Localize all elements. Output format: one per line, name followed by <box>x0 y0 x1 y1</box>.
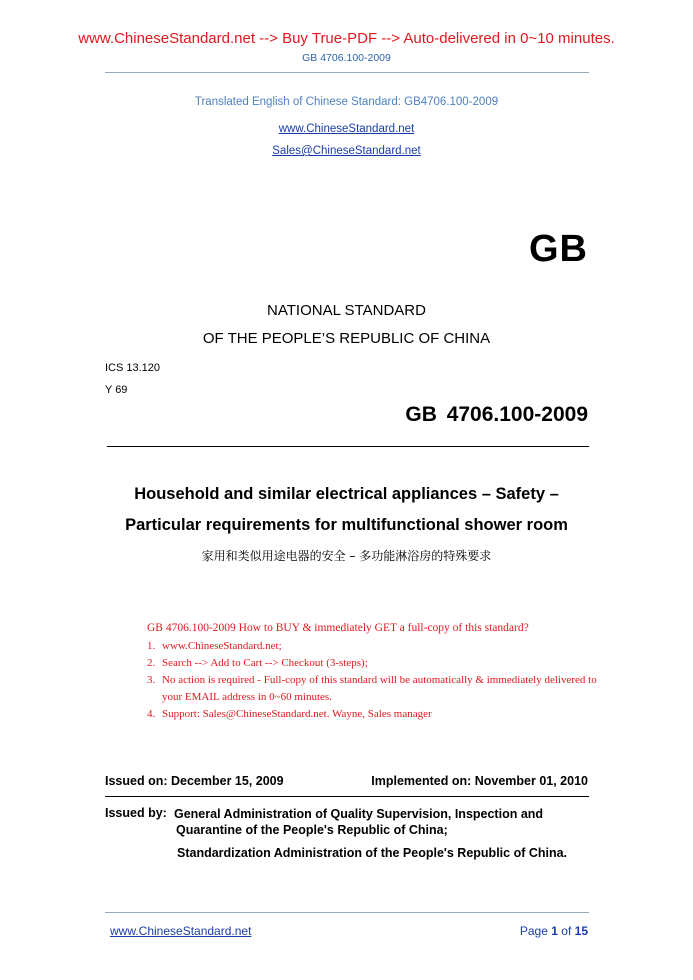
issued-on-date: Issued on: December 15, 2009 <box>105 774 284 788</box>
page-prefix: Page <box>519 924 548 938</box>
footer-website-link[interactable]: www.ChineseStandard.net <box>110 924 252 938</box>
dates-divider <box>105 796 589 797</box>
step-text: Search --> Add to Cart --> Checkout (3-steps); <box>162 657 368 669</box>
purchase-step <box>147 706 607 723</box>
email-link-wrapper <box>0 141 693 159</box>
website-link[interactable]: www.ChineseStandard.net <box>278 123 415 135</box>
footer-divider <box>105 912 589 913</box>
step-number: 3. <box>147 674 156 686</box>
gb-mark: GB <box>529 228 588 270</box>
translated-note: Translated English of Chinese Standard: GB4706.100-2009 <box>194 96 499 108</box>
page-number: 1 <box>551 924 558 938</box>
purchase-step <box>147 672 607 706</box>
email-link[interactable]: Sales@ChineseStandard.net <box>272 145 421 157</box>
header-divider <box>105 72 589 73</box>
step-text[interactable]: www.ChineseStandard.net; <box>162 640 282 652</box>
chinese-title: 家用和类似用途电器的安全 – 多功能淋浴房的特殊要求 <box>201 549 492 563</box>
step-text: Support: Sales@ChineseStandard.net. Wayne, Sales manager <box>162 708 432 720</box>
issuer-sac: Standardization Administration of the People's Republic of China. <box>177 846 568 860</box>
page-total: 15 <box>574 924 588 938</box>
title-divider <box>107 446 589 447</box>
step-text: No action is required - Full-copy of this standard will be automatically & immediately delivered to your EMAIL address in 0~60 minutes. <box>162 674 597 703</box>
promo-banner-link[interactable]: www.ChineseStandard.net --> Buy True-PDF --> Auto-delivered in 0~10 minutes. <box>78 30 615 47</box>
issuer-aqsiq: General Administration of Quality Supervision, Inspection and Quarantine of the People's Republic of China; <box>174 807 544 837</box>
document-title-line1: Household and similar electrical appliances – Safety – <box>134 485 559 503</box>
purchase-info <box>147 620 607 723</box>
standard-number: GB 4706.100-2009 <box>405 403 588 426</box>
step-number: 2. <box>147 657 156 669</box>
national-standard-line: NATIONAL STANDARD <box>267 302 426 319</box>
implemented-on-date: Implemented on: November 01, 2010 <box>371 774 588 788</box>
purchase-step <box>147 655 607 672</box>
y-code: Y 69 <box>105 384 128 396</box>
ics-code: ICS 13.120 <box>105 362 161 374</box>
page-of: of <box>561 924 572 938</box>
header-standard-code: GB 4706.100-2009 <box>302 52 391 64</box>
step-number: 4. <box>147 708 156 720</box>
republic-line: OF THE PEOPLE’S REPUBLIC OF CHINA <box>202 330 491 347</box>
website-link-wrapper <box>0 119 693 137</box>
issued-by-label: Issued by: <box>105 806 167 820</box>
page-indicator <box>520 924 588 938</box>
document-title-line2: Particular requirements for multifunctional shower room <box>125 516 568 534</box>
step-number: 1. <box>147 640 156 652</box>
purchase-heading: GB 4706.100-2009 How to BUY & immediately GET a full-copy of this standard? <box>147 622 529 634</box>
purchase-step <box>147 638 607 655</box>
